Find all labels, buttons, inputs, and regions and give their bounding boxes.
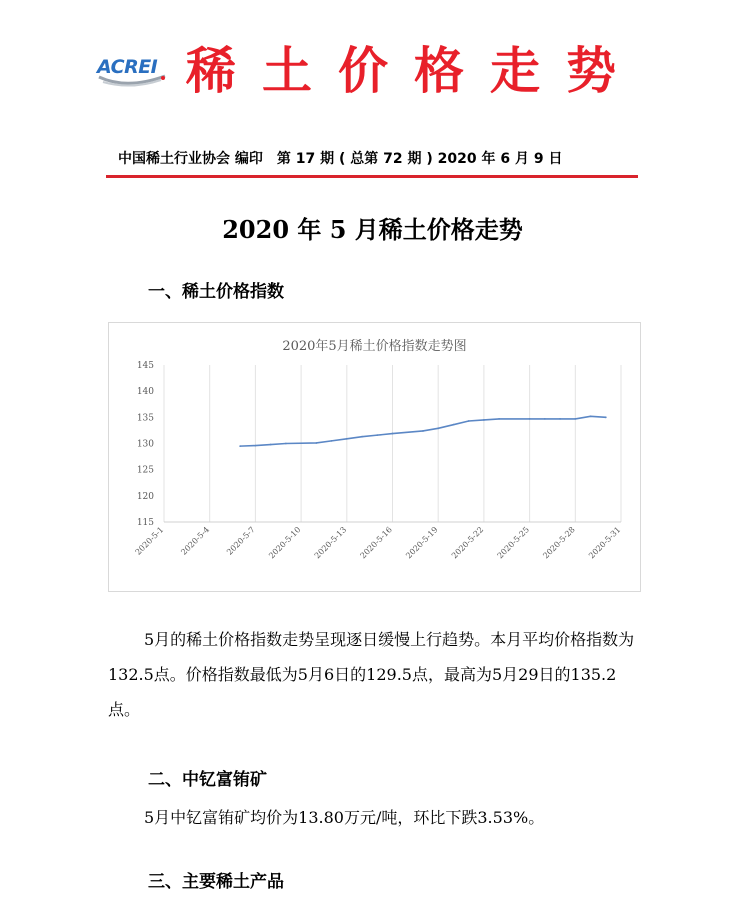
logo-text: ACREI [97,56,158,78]
data-point [392,433,394,435]
acrei-logo [97,50,169,90]
data-point [315,442,317,444]
x-tick-label: 2020-5-7 [225,525,257,557]
data-point [376,434,378,436]
y-tick-label: 145 [136,361,154,371]
chart-plot [109,323,640,591]
data-point [453,424,455,426]
section-heading-ore: 二、中钇富铕矿 [148,770,267,790]
section-heading-products: 三、主要稀土产品 [148,872,284,892]
logo-swoosh-icon [97,74,169,88]
y-tick-label: 135 [136,413,154,424]
data-point [468,420,470,422]
data-point [529,418,531,420]
y-tick-label: 120 [136,491,154,502]
data-point [483,419,485,421]
data-point [361,436,363,438]
masthead-title: 稀土价格走势 [186,41,642,100]
document-title: 2020 年 5 月稀土价格走势 [222,215,523,244]
data-point [590,415,592,417]
x-tick-label: 2020-5-4 [179,525,212,557]
chart-title: 2020年5月稀土价格指数走势图 [282,339,467,354]
x-tick-label: 2020-5-16 [358,525,394,561]
data-point [498,418,500,420]
data-point [422,430,424,432]
data-point [437,427,439,429]
data-point [239,445,241,447]
y-tick-label: 115 [136,518,154,528]
data-point [331,440,333,442]
x-tick-label: 2020-5-19 [404,525,440,561]
data-point [285,443,287,445]
x-tick-label: 2020-5-1 [133,525,166,557]
data-point [270,444,272,446]
x-tick-label: 2020-5-25 [495,525,532,561]
data-point [255,445,257,447]
x-tick-label: 2020-5-13 [312,525,349,561]
section-heading-price-index: 一、稀土价格指数 [148,282,284,302]
y-tick-label: 125 [136,465,154,476]
paragraph-ore [108,800,638,835]
data-point [346,438,348,440]
issue-line: 中国稀土行业协会 编印 第 17 期 ( 总第 72 期 ) 2020 年 6 月 9 日 [118,151,563,167]
data-point [544,418,546,420]
x-tick-label: 2020-5-10 [267,525,303,561]
y-tick-label: 130 [136,439,154,450]
data-point [605,416,607,418]
x-tick-label: 2020-5-31 [587,525,623,561]
data-point [559,418,561,420]
data-point [574,418,576,420]
y-tick-label: 140 [136,387,154,398]
x-tick-label: 2020-5-28 [541,525,577,561]
price-index-chart [108,322,641,592]
x-tick-label: 2020-5-22 [449,525,486,561]
paragraph-ore-text: 5月中钇富铕矿均价为13.80万元/吨，环比下跌3.53%。 [144,808,545,827]
header-rule [106,175,638,178]
paragraph-price-index-text: 5月的稀土价格指数走势呈现逐日缓慢上行趋势。本月平均价格指数为132.5点。价格指数最低为5月6日的129.5点，最高为5月29日的135.2点。 [108,630,635,719]
paragraph-price-index [108,622,638,727]
